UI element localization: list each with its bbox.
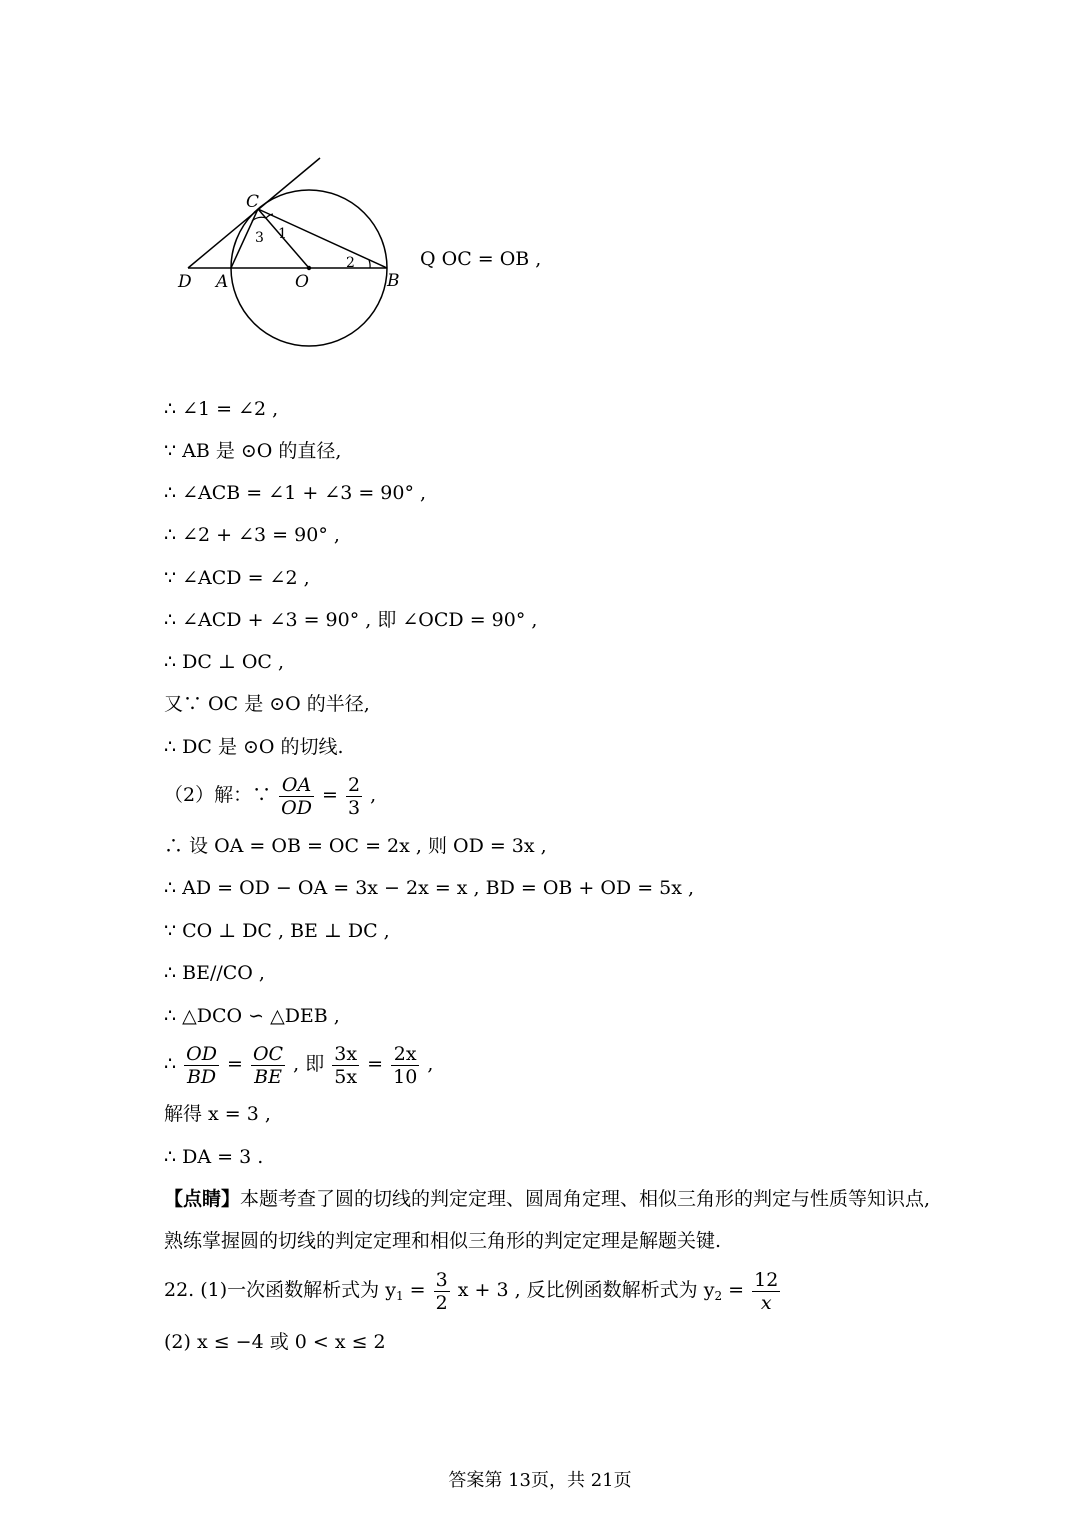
label-d: D — [178, 272, 192, 292]
proof-line-11: ∴ 设 OA = OB = OC = 2x , 则 OD = 3x , — [164, 835, 547, 857]
label-angle-2: 2 — [346, 255, 355, 271]
fraction-numerator: 2 — [347, 773, 361, 796]
fraction-numerator: OA — [279, 774, 314, 797]
part-2-prefix: （2）解：∵ — [164, 784, 272, 806]
ratio-line — [164, 1042, 433, 1088]
center-dot — [307, 266, 311, 270]
fraction-denominator: x — [760, 1291, 772, 1314]
fraction-denominator: 10 — [393, 1065, 418, 1088]
q22-prefix: 22. (1)一次函数解析式为 y — [164, 1279, 396, 1301]
q22-mid: x + 3 , 反比例函数解析式为 y — [457, 1279, 715, 1301]
equals-sign: = — [227, 1053, 243, 1075]
fraction-od-bd — [184, 1043, 219, 1088]
fraction-oa-od — [279, 774, 314, 819]
line-end: , — [427, 1053, 434, 1075]
fraction-denominator: 3 — [347, 796, 361, 819]
proof-line-17: 解得 x = 3 , — [164, 1103, 271, 1125]
proof-line-7: ∴ DC ⊥ OC , — [164, 651, 285, 673]
fraction-numerator: 2x — [391, 1043, 419, 1066]
fraction-2x-10 — [391, 1043, 419, 1088]
ratio-prefix: ∴ — [164, 1053, 177, 1075]
proof-line-14: ∴ BE//CO , — [164, 962, 265, 984]
fraction-denominator: 5x — [334, 1065, 358, 1088]
proof-line-1: ∴ ∠1 = ∠2 , — [164, 398, 279, 420]
proof-line-18: ∴ DA = 3 . — [164, 1146, 264, 1168]
label-c: C — [246, 192, 260, 212]
segment-ca — [231, 209, 258, 268]
ratio-mid: , 即 — [293, 1053, 325, 1075]
fraction-numerator: OD — [186, 1042, 217, 1065]
label-o: O — [295, 272, 309, 292]
proof-line-5: ∵ ∠ACD = ∠2 , — [164, 567, 310, 589]
proof-line-6: ∴ ∠ACD + ∠3 = 90° , 即 ∠OCD = 90° , — [164, 609, 538, 631]
fraction-3-2 — [434, 1269, 450, 1314]
question-22-part-1 — [164, 1268, 782, 1318]
equals-sign: = — [322, 784, 338, 806]
fraction-denominator: BE — [254, 1065, 282, 1088]
label-angle-1: 1 — [278, 226, 287, 242]
fraction-numerator: 12 — [754, 1268, 779, 1291]
proof-line-12: ∴ AD = OD − OA = 3x − 2x = x , BD = OB + OD = 5x , — [164, 877, 695, 899]
fraction-2-3 — [346, 774, 362, 819]
proof-line-15: ∴ △DCO ∽ △DEB , — [164, 1005, 340, 1027]
figure-side-note: Q OC = OB , — [420, 248, 542, 270]
proof-line-3: ∴ ∠ACB = ∠1 + ∠3 = 90° , — [164, 482, 427, 504]
proof-line-4: ∴ ∠2 + ∠3 = 90° , — [164, 524, 340, 546]
question-22-part-2: (2) x ≤ −4 或 0 < x ≤ 2 — [164, 1331, 386, 1353]
label-angle-3: 3 — [255, 230, 264, 246]
tangent-line-dc — [188, 158, 320, 268]
circle-tangent-diagram — [170, 150, 430, 355]
label-b: B — [387, 271, 400, 291]
subscript-2: 2 — [714, 1289, 723, 1303]
subscript-1: 1 — [395, 1289, 404, 1303]
fraction-denominator: BD — [186, 1065, 217, 1088]
dianjing-line-1 — [164, 1187, 930, 1211]
dianjing-text-1: 本题考查了圆的切线的判定定理、圆周角定理、相似三角形的判定与性质等知识点, — [240, 1188, 931, 1210]
proof-line-8: 又∵ OC 是 ⊙O 的半径, — [164, 693, 370, 715]
proof-line-2: ∵ AB 是 ⊙O 的直径, — [164, 440, 342, 462]
fraction-denominator: OD — [281, 796, 312, 819]
equals-sign: = — [728, 1279, 745, 1301]
fraction-12-x — [752, 1269, 780, 1314]
proof-line-13: ∵ CO ⊥ DC , BE ⊥ DC , — [164, 920, 390, 942]
angle-arc-2 — [369, 260, 370, 268]
line-end: , — [370, 784, 377, 806]
label-a: A — [216, 272, 229, 292]
proof-line-9: ∴ DC 是 ⊙O 的切线. — [164, 736, 344, 758]
fraction-denominator: 2 — [435, 1291, 448, 1314]
fraction-oc-be — [251, 1043, 285, 1088]
equals-sign: = — [409, 1279, 426, 1301]
dianjing-tag: 【点睛】 — [164, 1188, 241, 1210]
dianjing-line-2: 熟练掌握圆的切线的判定定理和相似三角形的判定定理是解题关键. — [164, 1230, 722, 1252]
geometry-figure — [170, 150, 430, 355]
page-footer: 答案第 13页，共 21页 — [448, 1470, 632, 1491]
fraction-numerator: 3 — [435, 1268, 448, 1291]
fraction-3x-5x — [332, 1043, 359, 1088]
fraction-numerator: OC — [252, 1042, 284, 1065]
equals-sign: = — [367, 1053, 384, 1075]
part-2-line — [164, 773, 376, 819]
fraction-numerator: 3x — [334, 1042, 358, 1065]
